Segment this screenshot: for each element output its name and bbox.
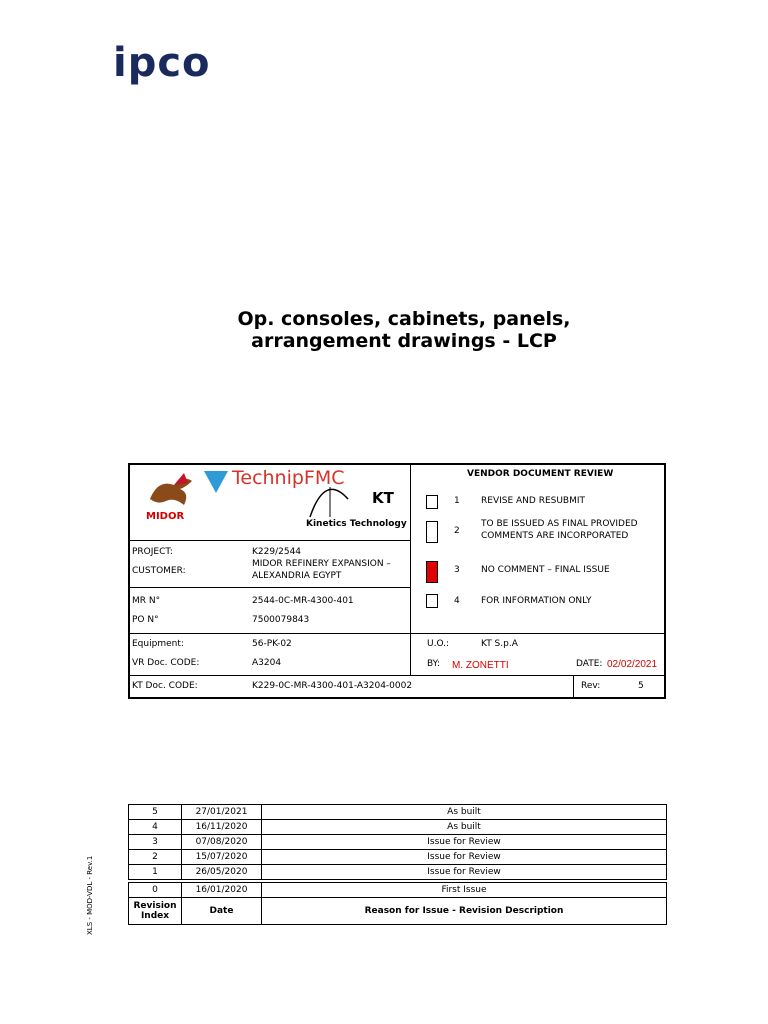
revision-reason: As built [262, 805, 667, 820]
uo-label: U.O.: [427, 639, 450, 649]
revision-date: 26/05/2020 [182, 865, 262, 880]
review-heading: VENDOR DOCUMENT REVIEW [467, 469, 614, 479]
revision-reason: Issue for Review [262, 835, 667, 850]
revision-index: 1 [129, 865, 182, 880]
vr-code-value: A3204 [252, 658, 282, 668]
table-row [129, 820, 667, 835]
technip-logo-text: TechnipFMC [232, 467, 345, 489]
document-title [0, 308, 768, 352]
project-value: K229/2544 [252, 547, 302, 557]
uo-value: KT S.p.A [481, 639, 518, 649]
revision-index: 4 [129, 820, 182, 835]
customer-value: ALEXANDRIA EGYPT [252, 571, 342, 581]
review-option-label: REVISE AND RESUBMIT [481, 496, 586, 506]
revision-reason: Issue for Review [262, 865, 667, 880]
customer-label: CUSTOMER: [132, 566, 186, 576]
table-row [129, 805, 667, 820]
revision-header-reason: Reason for Issue - Revision Description [262, 898, 667, 925]
equipment-label: Equipment: [132, 639, 184, 649]
revision-date: 16/01/2020 [182, 883, 262, 898]
review-option-num: 3 [454, 565, 460, 575]
revision-reason: Issue for Review [262, 850, 667, 865]
vr-code-label: VR Doc. CODE: [132, 658, 200, 668]
review-checkbox-1[interactable] [426, 495, 438, 509]
date-value: 02/02/2021 [607, 659, 658, 670]
divider [130, 587, 410, 588]
revision-header-index: Revision Index [129, 898, 182, 925]
customer-value: MIDOR REFINERY EXPANSION – [252, 559, 391, 569]
revision-date: 27/01/2021 [182, 805, 262, 820]
rev-value: 5 [638, 681, 644, 691]
revision-date: 15/07/2020 [182, 850, 262, 865]
mr-value: 2544-0C-MR-4300-401 [252, 596, 354, 606]
midor-logo [144, 471, 206, 533]
ipco-logo: ipco [113, 40, 211, 86]
title-line-1: Op. consoles, cabinets, panels, [237, 308, 571, 330]
revision-index: 2 [129, 850, 182, 865]
midor-logo-text: MIDOR [146, 511, 185, 522]
table-header-row [129, 898, 667, 925]
mr-label: MR N° [132, 596, 161, 606]
divider [573, 675, 574, 699]
revision-date: 07/08/2020 [182, 835, 262, 850]
review-checkbox-2[interactable] [426, 521, 438, 543]
review-option-label: NO COMMENT – FINAL ISSUE [481, 565, 610, 575]
project-label: PROJECT: [132, 547, 173, 557]
kt-logo-subtext: Kinetics Technology [306, 519, 407, 529]
divider [130, 540, 410, 541]
table-row [129, 865, 667, 880]
review-option-num: 4 [454, 596, 460, 606]
kt-code-value: K229-0C-MR-4300-401-A3204-0002 [252, 681, 413, 691]
review-option-num: 1 [454, 496, 460, 506]
revision-reason: As built [262, 820, 667, 835]
table-row [129, 835, 667, 850]
revision-table [128, 804, 667, 925]
equipment-value: 56-PK-02 [252, 639, 292, 649]
revision-index: 0 [129, 883, 182, 898]
po-value: 7500079843 [252, 615, 310, 625]
revision-date: 16/11/2020 [182, 820, 262, 835]
rev-label: Rev: [581, 681, 601, 691]
date-label: DATE: [576, 659, 603, 669]
review-option-label: COMMENTS ARE INCORPORATED [481, 531, 629, 541]
title-line-2: arrangement drawings - LCP [251, 330, 557, 352]
table-row [129, 850, 667, 865]
kt-code-label: KT Doc. CODE: [132, 681, 198, 691]
revision-index: 3 [129, 835, 182, 850]
divider [410, 633, 411, 675]
review-checkbox-4[interactable] [426, 594, 438, 608]
review-option-label: FOR INFORMATION ONLY [481, 596, 592, 606]
kt-logo-text: KT [372, 489, 394, 507]
divider [410, 465, 411, 633]
revision-header-date: Date [182, 898, 262, 925]
table-row [129, 883, 667, 898]
side-note: XLS - MOD-VDL - Rev.1 [86, 855, 94, 935]
revision-reason: First Issue [262, 883, 667, 898]
revision-index: 5 [129, 805, 182, 820]
review-option-num: 2 [454, 526, 460, 536]
review-checkbox-3[interactable] [426, 561, 438, 583]
divider [130, 675, 666, 676]
by-value: M. ZONETTI [452, 660, 509, 671]
by-label: BY: [427, 659, 441, 669]
po-label: PO N° [132, 615, 159, 625]
vendor-review-box [128, 463, 666, 699]
divider [130, 633, 666, 634]
review-option-label: TO BE ISSUED AS FINAL PROVIDED [481, 519, 638, 529]
